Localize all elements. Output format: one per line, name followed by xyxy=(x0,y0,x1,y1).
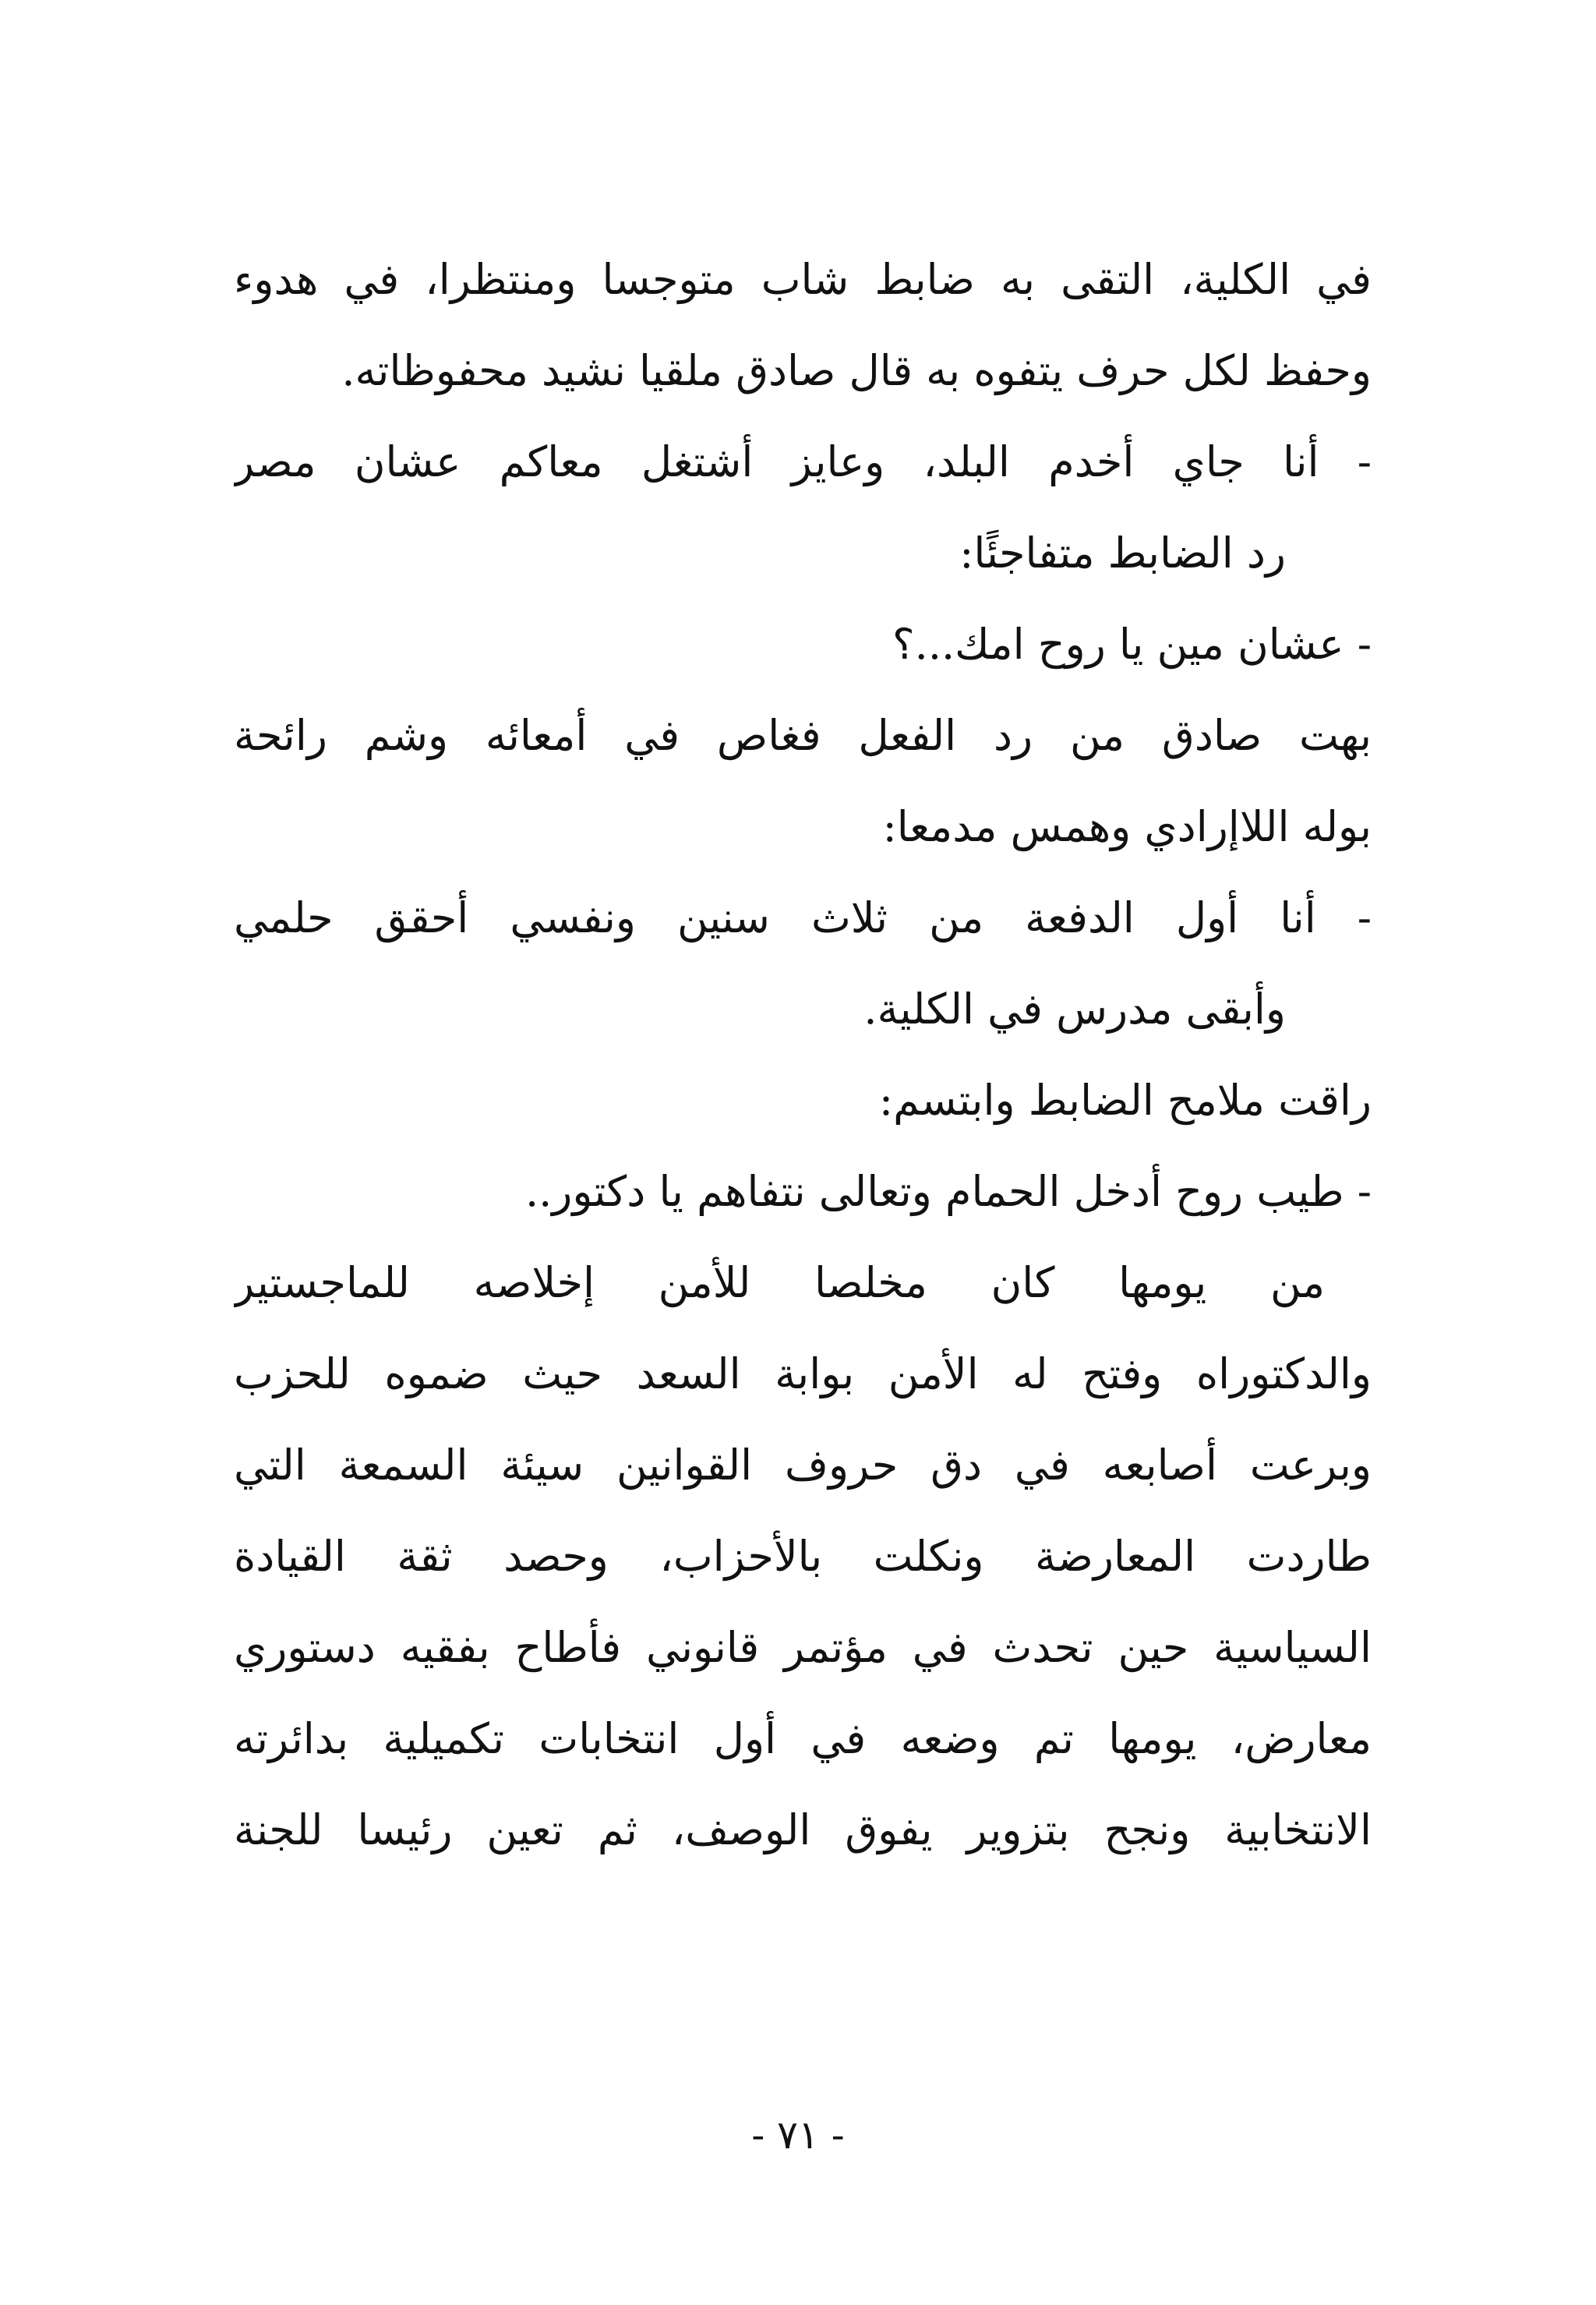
text-line-7: بوله اللاإرادي وهمس مدمعا: xyxy=(882,802,1372,851)
text-line-16: السياسية حين تحدث في مؤتمر قانوني فأطاح بفقيه دستوري xyxy=(234,1623,1372,1672)
dialog-line-3: - أنا أول الدفعة من ثلاث سنين ونفسي أحقق حلمي xyxy=(234,893,1372,942)
text-line-2: وحفظ لكل حرف يتفوه به قال صادق ملقيا نشيد محفوظاته. xyxy=(341,346,1372,395)
text-line-10: راقت ملامح الضابط وابتسم: xyxy=(878,1076,1372,1125)
body-text xyxy=(234,234,1372,1875)
dialog-line-2: - عشان مين يا روح امك...؟ xyxy=(892,620,1372,669)
paragraph-start-line: من يومها كان مخلصا للأمن إخلاصه للماجستير xyxy=(234,1258,1325,1307)
text-line-6: بهت صادق من رد الفعل فغاص في أمعائه وشم رائحة xyxy=(234,711,1372,760)
text-line-15: طاردت المعارضة ونكلت بالأحزاب، وحصد ثقة القيادة xyxy=(234,1532,1372,1581)
text-line-13: والدكتوراه وفتح له الأمن بوابة السعد حيث ضموه للحزب xyxy=(234,1349,1372,1398)
page-number: - ٧١ - xyxy=(751,2112,845,2158)
text-line-1: في الكلية، التقى به ضابط شاب متوجسا ومنتظرا، في هدوء xyxy=(234,255,1372,304)
text-line-17: معارض، يومها تم وضعه في أول انتخابات تكميلية بدائرته xyxy=(234,1714,1372,1763)
dialog-line-1-continuation: رد الضابط متفاجئًا: xyxy=(959,529,1286,578)
dialog-line-3-continuation: وأبقى مدرس في الكلية. xyxy=(863,985,1286,1034)
text-line-14: وبرعت أصابعه في دق حروف القوانين سيئة السمعة التي xyxy=(234,1441,1372,1490)
text-line-18: الانتخابية ونجح بتزوير يفوق الوصف، ثم تعين رئيسا للجنة xyxy=(234,1805,1372,1854)
dialog-line-1: - أنا جاي أخدم البلد، وعايز أشتغل معاكم عشان مصر xyxy=(234,437,1372,486)
dialog-line-4: - طيب روح أدخل الحمام وتعالى نتفاهم يا دكتور.. xyxy=(524,1167,1372,1216)
